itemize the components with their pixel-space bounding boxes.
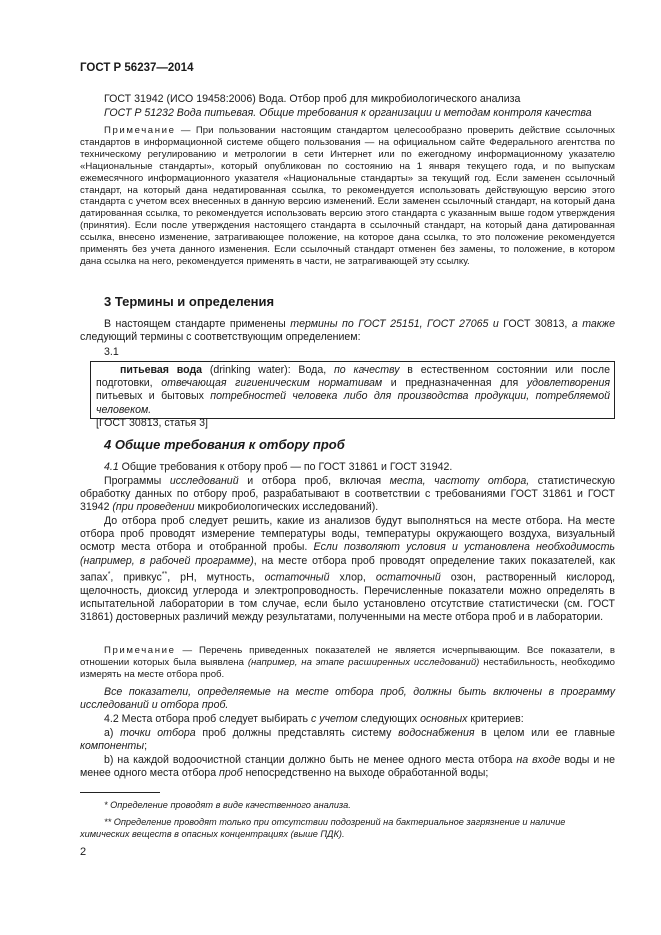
reference-gost-31942: ГОСТ 31942 (ИСО 19458:2006) Вода. Отбор проб для микробиологического анализа	[104, 93, 521, 105]
section-4-heading: 4 Общие требования к отбору проб	[104, 437, 345, 452]
reference-gost-r-51232: ГОСТ Р 51232 Вода питьевая. Общие требования к организации и методам контроля качества	[104, 107, 592, 119]
section-3-intro: В настоящем стандарте применены термины по ГОСТ 25151, ГОСТ 27065 и ГОСТ 30813, а также следующий термины с соответствующим определением:	[80, 318, 615, 344]
document-code-header: ГОСТ Р 56237—2014	[80, 62, 194, 74]
note-label: Примечание	[104, 125, 176, 136]
onsite-analysis-paragraph: До отбора проб следует решить, какие из анализов будут выполняться на месте отбора. На месте отбора проб проводят измерение температуры воды, температуры окружающего воздуха, визуальный осмотр места отбора и отобранной пробы. Если позволяют условия и установлена необходимость (например, в рабочей программе), на месте отбора проб проводят определение таких показателей, как запах*, привкус**, pH, мутность, остаточный хлор, остаточный озон, растворенный кислород, щелочность, диоксид углерода и электропроводность. Перечисленные показатели можно определять в испытательной лаборатории в том случае, если было установлено отсутствие статистически (см. ГОСТ 31861) достоверных различий между результатами, полученными на месте отбора проб и в лаборатории.	[80, 515, 616, 623]
note-dash: —	[175, 125, 196, 136]
clause-4-2: 4.2 Места отбора проб следует выбирать с учетом следующих основных критериев:	[104, 713, 524, 725]
note-text: При пользовании настоящим стандартом целесообразно проверить действие ссылочных стандартов в информационной системе общего пользования — на официальном сайте Федерального агентства по техническому регулированию и метрологии в сети Интернет или по ежегодному информационному указателю «Национальные стандарты», который опубликован по состоянию на 1 января текущего года, и по выпускам ежемесячного информационного указателя «Национальные стандарты» за текущий год. Если заменен ссылочный стандарт, на который дана недатированная ссылка, то рекомендуется использовать действующую версию этого стандарта с учетом всех внесенных в данную версию изменений. Если заменен ссылочный стандарт, на который дана датированная ссылка, то рекомендуется использовать версию этого стандарта с указанным выше годом утверждения (принятия). Если после утверждения настоящего стандарта в ссылочный стандарт, на который дана датированная ссылка, внесено изменение, затрагивающее положение, на которое дана ссылка, то это положение рекомендуется применять без учета данного изменения. Если ссылочный стандарт отменен без замены, то положение, в котором дана ссылка на него, рекомендуется применять в части, не затрагивающей эту ссылку.	[80, 125, 615, 267]
criterion-b: b) на каждой водоочистной станции должно быть не менее одного места отбора на входе воды и не менее одного места отбора проб непосредственно на выходе обработанной воды;	[80, 754, 615, 780]
criterion-a: a) точки отбора проб должны представлять систему водоснабжения в целом или ее главные компоненты;	[80, 727, 616, 753]
programs-paragraph: Программы исследований и отбора проб, включая места, частоту отбора, статистическую обработку данных по отбору проб, разрабатывают в соответствии с требованиями ГОСТ 31861 и ГОСТ 31942 (при проведении микробиологических исследований).	[80, 475, 615, 514]
note-indicators: Примечание — Перечень приведенных показателей не является исчерпывающим. Все показатели, в отношении которых была выявлена (например, на этапе расширенных исследований) нестабильность, необходимо измерять на месте отбора проб.	[80, 645, 616, 680]
term-source: [ГОСТ 30813, статья 3]	[96, 416, 208, 429]
footnote-1: * Определение проводят в виде качественного анализа.	[104, 800, 351, 810]
program-inclusion-paragraph: Все показатели, определяемые на месте отбора проб, должны быть включены в программу исследований и отбора проб.	[80, 686, 615, 712]
term-name: питьевая вода	[120, 364, 203, 376]
footnote-divider	[80, 792, 160, 793]
term-definition: питьевая вода (drinking water): Вода, по качеству в естественном состоянии или после подготовки, отвечающая гигиеническим нормативам и предназначенная для удовлетворения питьевых и бытовых потребностей человека либо для производства продукции, потребляемой человеком. [ГОСТ 30813, статья 3]	[96, 364, 610, 429]
note-references	[80, 125, 615, 268]
footnote-2: ** Определение проводят только при отсутствии подозрений на бактериальное загрязнение и наличие химических веществ в опасных концентрациях (выше ПДК).	[80, 817, 566, 839]
page-number: 2	[80, 846, 87, 858]
clause-4-1: 4.1 Общие требования к отбору проб — по ГОСТ 31861 и ГОСТ 31942.	[104, 461, 453, 473]
term-number: 3.1	[104, 346, 119, 358]
section-3-heading: 3 Термины и определения	[104, 294, 275, 309]
